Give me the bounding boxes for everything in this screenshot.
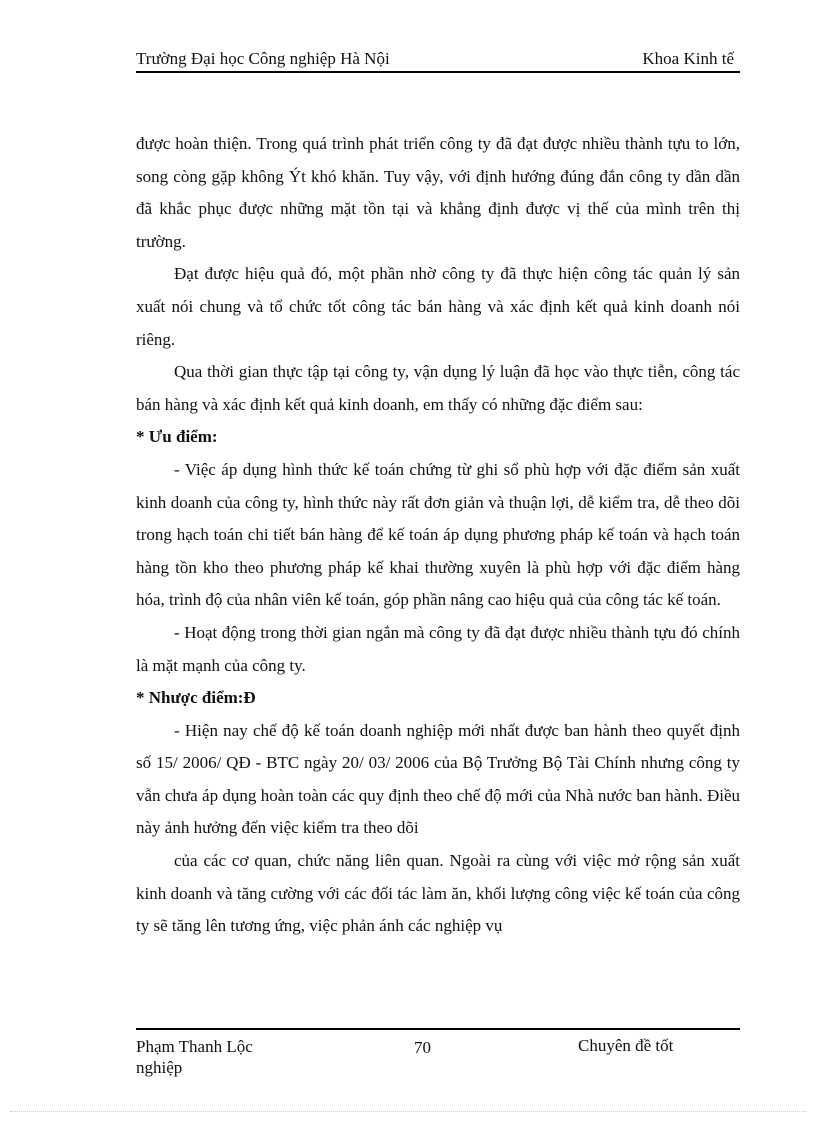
- heading-advantages: * Ưu điểm:: [136, 427, 218, 447]
- heading-disadvantages: * Nhược điểm:Đ: [136, 688, 256, 708]
- paragraph-2: Đạt được hiệu quả đó, một phần nhờ công ty đã thực hiện công tác quản lý sản xuất nói chung và tổ chức tốt công tác bán hàng và xác định kết quả kinh doanh nói riêng.: [136, 264, 740, 349]
- footer-caption-continued: nghiệp: [136, 1058, 183, 1077]
- paragraph-7: của các cơ quan, chức năng liên quan. Ngoài ra cùng với việc mở rộng sản xuất kinh doanh và tăng cường với các đối tác làm ăn, khối lượng công việc kế toán của công ty sẽ tăng lên tương ứng, việc phản ánh các nghiệp vụ: [136, 851, 740, 936]
- footer-author: Phạm Thanh Lộc: [136, 1037, 253, 1056]
- paragraph-6: - Hiện nay chế độ kế toán doanh nghiệp mới nhất được ban hành theo quyết định số 15/ 2006/ QĐ - BTC ngày 20/ 03/ 2006 của Bộ Trưởng Bộ Tài Chính nhưng công ty vẫn chưa áp dụng hoàn toàn các quy định theo chế độ mới của Nhà nước ban hành. Điều này ảnh hưởng đến việc kiểm tra theo dõi: [136, 720, 740, 838]
- header-school: Trường Đại học Công nghiệp Hà Nội: [136, 49, 390, 68]
- paragraph-4: - Việc áp dụng hình thức kế toán chứng từ ghi sổ phù hợp với đặc điểm sản xuất kinh doanh của công ty, hình thức này rất đơn giản và thuận lợi, dễ kiểm tra, dễ theo dõi trong hạch toán chi tiết bán hàng để kế toán áp dụng phương pháp kế toán và hạch toán hàng tồn kho theo phương pháp kế khai thường xuyên là phù hợp với đặc điểm hàng hóa, trình độ của nhân viên kế toán, góp phần nâng cao hiệu quả của công tác kế toán.: [136, 459, 740, 610]
- header-faculty: Khoa Kinh tế: [642, 49, 734, 68]
- page-body: [136, 128, 740, 943]
- page-header: [136, 49, 740, 73]
- paragraph-3: Qua thời gian thực tập tại công ty, vận dụng lý luận đã học vào thực tiễn, công tác bán hàng và xác định kết quả kinh doanh, em thấy có những đặc điểm sau:: [136, 362, 740, 414]
- page-edge-divider: [10, 1111, 806, 1112]
- footer-author-block: [136, 1036, 296, 1078]
- page-footer: [136, 1028, 740, 1077]
- footer-caption: Chuyên đề tốt: [578, 1036, 674, 1055]
- paragraph-1: được hoàn thiện. Trong quá trình phát triển công ty đã đạt được nhiều thành tựu to lớn, song còng gặp không Ýt khó khăn. Tuy vậy, với định hướng đúng đắn công ty dần dần đã khắc phục được những mặt tồn tại và khẳng định được vị thế của mình trên thị trường.: [136, 134, 740, 251]
- paragraph-5: - Hoạt động trong thời gian ngắn mà công ty đã đạt được nhiều thành tựu đó chính là mặt mạnh của công ty.: [136, 622, 740, 675]
- page-number: 70: [414, 1038, 431, 1057]
